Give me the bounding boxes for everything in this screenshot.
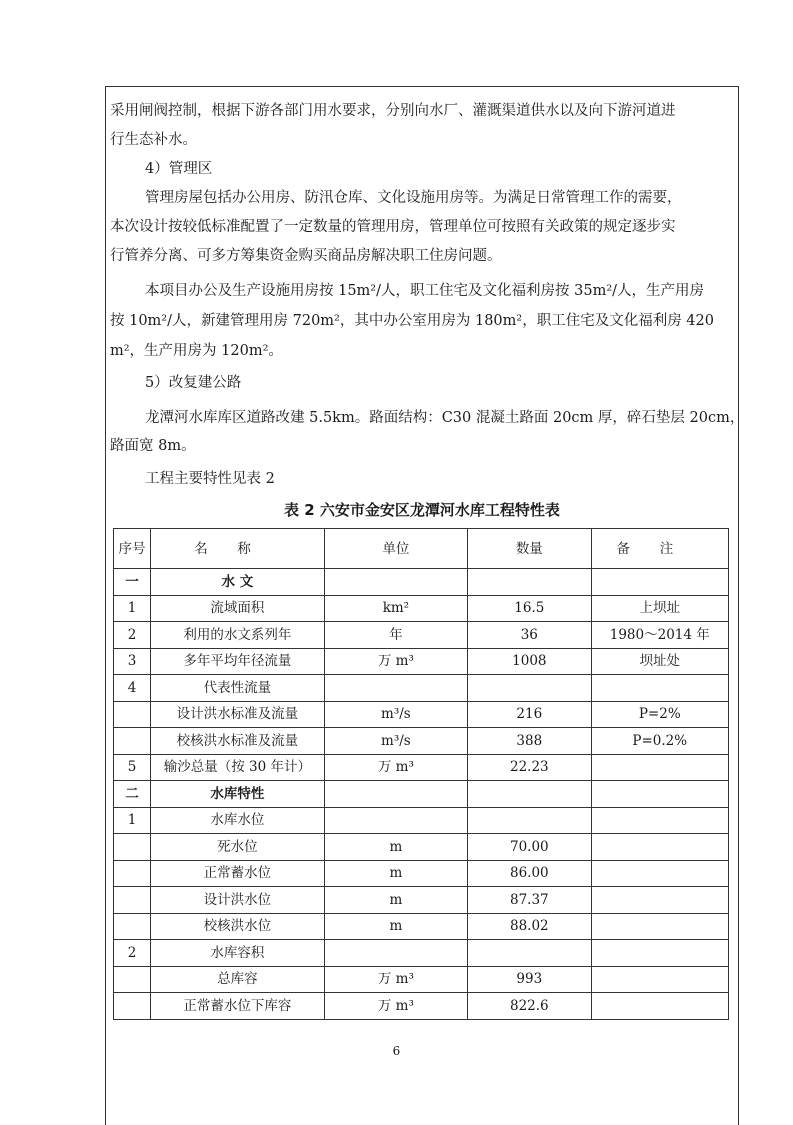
row-note: 1980～2014 年	[591, 622, 728, 649]
row-unit: m	[324, 887, 467, 914]
paragraph-line: 行生态补水。	[110, 132, 197, 148]
row-unit: m³/s	[324, 701, 467, 728]
table-row	[114, 595, 729, 622]
row-no	[114, 860, 151, 887]
table-row	[114, 728, 729, 755]
table-row	[114, 966, 729, 993]
row-no	[114, 728, 151, 755]
paragraph-line: 龙潭河水库库区道路改建 5.5km。路面结构：C30 混凝土路面 20cm 厚，碎石垫层 20cm，	[145, 410, 745, 426]
row-note: 上坝址	[591, 595, 728, 622]
table-row	[114, 807, 729, 834]
table-row	[114, 913, 729, 940]
row-name: 设计洪水标准及流量	[151, 701, 325, 728]
header-qty: 数量	[468, 529, 591, 569]
row-unit: 万 m³	[324, 966, 467, 993]
row-name: 校核洪水标准及流量	[151, 728, 325, 755]
row-no: 3	[114, 648, 151, 675]
table-row	[114, 701, 729, 728]
row-qty: 388	[468, 728, 591, 755]
row-unit	[324, 940, 467, 967]
row-qty: 70.00	[468, 834, 591, 861]
row-name: 水库特性	[151, 781, 325, 808]
row-note	[591, 860, 728, 887]
section-heading: 4）管理区	[145, 161, 213, 177]
table-row	[114, 834, 729, 861]
row-qty	[468, 781, 591, 808]
row-qty: 87.37	[468, 887, 591, 914]
row-unit	[324, 807, 467, 834]
paragraph-line: 行管养分离、可多方筹集资金购买商品房解决职工住房问题。	[110, 248, 502, 264]
row-unit: km²	[324, 595, 467, 622]
row-unit	[324, 781, 467, 808]
row-name: 正常蓄水位下库容	[151, 993, 325, 1020]
row-qty	[468, 675, 591, 702]
row-no: 5	[114, 754, 151, 781]
row-qty: 216	[468, 701, 591, 728]
table-row	[114, 887, 729, 914]
row-no	[114, 993, 151, 1020]
row-name: 设计洪水位	[151, 887, 325, 914]
row-note: 坝址处	[591, 648, 728, 675]
row-note	[591, 834, 728, 861]
row-no	[114, 701, 151, 728]
row-no: 4	[114, 675, 151, 702]
paragraph-line: 按 10m²/人，新建管理用房 720m²，其中办公室用房为 180m²，职工住宅及文化福利房 420	[110, 313, 714, 329]
row-no	[114, 913, 151, 940]
paragraph-line: 本次设计按较低标准配置了一定数量的管理用房，管理单位可按照有关政策的规定逐步实	[110, 219, 676, 235]
table-row	[114, 781, 729, 808]
row-name: 水库水位	[151, 807, 325, 834]
row-name: 输沙总量（按 30 年计）	[151, 754, 325, 781]
table-row	[114, 569, 729, 596]
table-row	[114, 754, 729, 781]
row-note	[591, 675, 728, 702]
page-number: 6	[392, 1044, 401, 1058]
row-note	[591, 940, 728, 967]
row-no: 2	[114, 622, 151, 649]
row-no: 1	[114, 595, 151, 622]
table-row	[114, 622, 729, 649]
row-qty: 22.23	[468, 754, 591, 781]
header-unit: 单位	[324, 529, 467, 569]
row-unit: 万 m³	[324, 993, 467, 1020]
row-name: 流域面积	[151, 595, 325, 622]
row-qty: 16.5	[468, 595, 591, 622]
row-name: 死水位	[151, 834, 325, 861]
table-caption: 表 2 六安市金安区龙潭河水库工程特性表	[284, 501, 560, 519]
row-name: 多年平均年径流量	[151, 648, 325, 675]
paragraph-line: 路面宽 8m。	[110, 438, 196, 454]
row-unit: 万 m³	[324, 754, 467, 781]
row-qty: 1008	[468, 648, 591, 675]
row-unit: m	[324, 834, 467, 861]
paragraph-line: 管理房屋包括办公用房、防汛仓库、文化设施用房等。为满足日常管理工作的需要，	[145, 190, 682, 206]
table-row	[114, 675, 729, 702]
row-qty	[468, 569, 591, 596]
row-note	[591, 887, 728, 914]
paragraph-line: 采用闸阀控制，根据下游各部门用水要求，分别向水厂、灌溉渠道供水以及向下游河道进	[110, 103, 676, 119]
row-name: 利用的水文系列年	[151, 622, 325, 649]
table-row	[114, 940, 729, 967]
row-note	[591, 754, 728, 781]
table-header-row	[114, 529, 729, 569]
table-row	[114, 860, 729, 887]
row-qty	[468, 940, 591, 967]
row-note	[591, 781, 728, 808]
row-unit	[324, 569, 467, 596]
table-row	[114, 648, 729, 675]
row-name: 正常蓄水位	[151, 860, 325, 887]
row-no: 二	[114, 781, 151, 808]
spec-table	[113, 528, 729, 1020]
row-note	[591, 966, 728, 993]
row-qty: 36	[468, 622, 591, 649]
table-row	[114, 993, 729, 1020]
row-unit: 万 m³	[324, 648, 467, 675]
row-unit: m	[324, 860, 467, 887]
row-qty: 88.02	[468, 913, 591, 940]
row-note	[591, 993, 728, 1020]
row-name: 代表性流量	[151, 675, 325, 702]
paragraph-line: 工程主要特性见表 2	[145, 471, 275, 487]
row-no	[114, 966, 151, 993]
row-note: P=2%	[591, 701, 728, 728]
row-name: 校核洪水位	[151, 913, 325, 940]
header-note: 备注	[591, 529, 728, 569]
row-name: 水库容积	[151, 940, 325, 967]
row-qty	[468, 807, 591, 834]
row-unit: 年	[324, 622, 467, 649]
row-name: 水 文	[151, 569, 325, 596]
paragraph-line: 本项目办公及生产设施用房按 15m²/人，职工住宅及文化福利房按 35m²/人，生产用房	[145, 283, 705, 299]
row-note	[591, 913, 728, 940]
row-note	[591, 807, 728, 834]
header-no: 序号	[114, 529, 151, 569]
paragraph-line: m²，生产用房为 120m²。	[110, 343, 283, 359]
header-name: 名称	[151, 529, 325, 569]
row-qty: 822.6	[468, 993, 591, 1020]
row-unit: m³/s	[324, 728, 467, 755]
section-heading: 5）改复建公路	[145, 375, 242, 391]
row-no: 一	[114, 569, 151, 596]
row-qty: 993	[468, 966, 591, 993]
row-no: 1	[114, 807, 151, 834]
row-qty: 86.00	[468, 860, 591, 887]
row-note	[591, 569, 728, 596]
row-note: P=0.2%	[591, 728, 728, 755]
row-no	[114, 834, 151, 861]
row-name: 总库容	[151, 966, 325, 993]
row-unit: m	[324, 913, 467, 940]
row-no	[114, 887, 151, 914]
row-no: 2	[114, 940, 151, 967]
row-unit	[324, 675, 467, 702]
